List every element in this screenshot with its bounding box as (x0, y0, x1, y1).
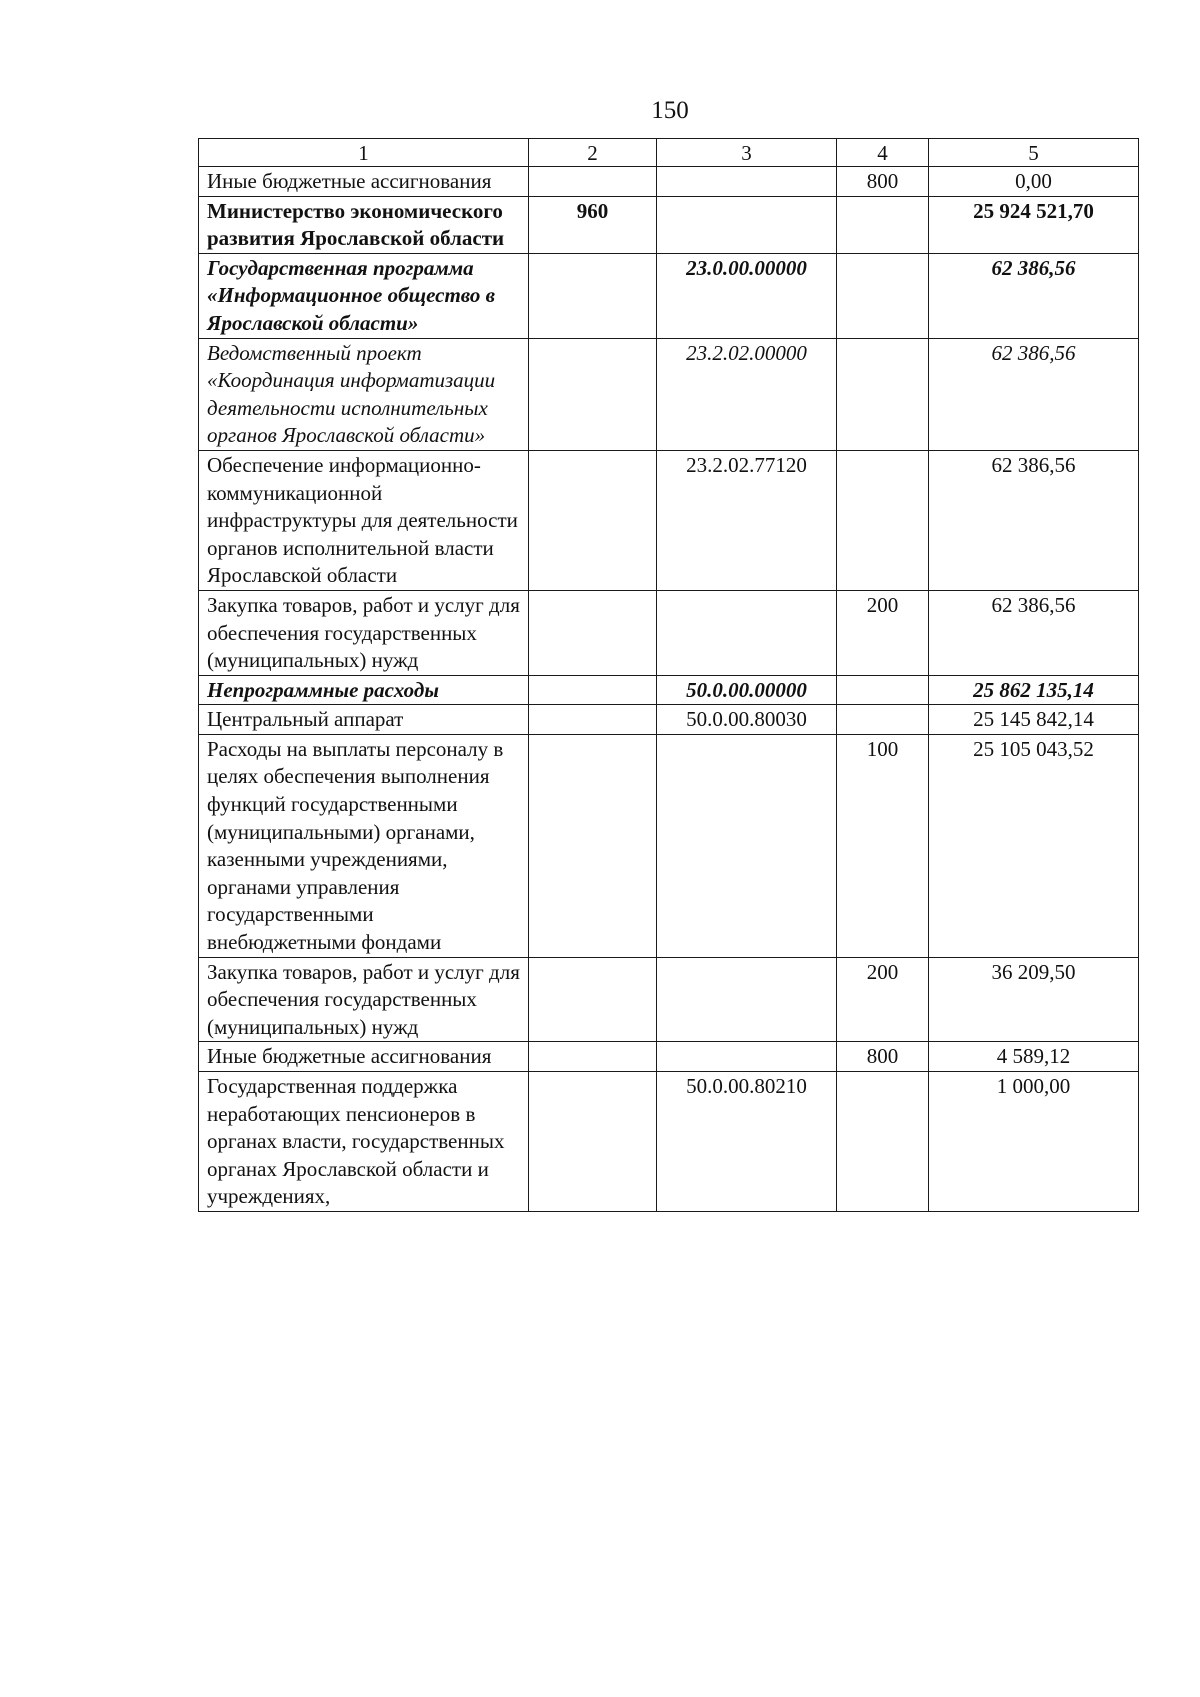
table-row (199, 196, 1139, 253)
amount-cell: 25 105 043,52 (929, 734, 1139, 957)
row-name-cell: Ведомственный проект «Координация информатизации деятельности исполнительных органов Ярославской области» (199, 338, 529, 450)
chapter-code-cell (529, 705, 657, 735)
target-article-cell (657, 957, 837, 1042)
amount-cell: 62 386,56 (929, 590, 1139, 675)
chapter-code-cell (529, 590, 657, 675)
target-article-cell: 50.0.00.00000 (657, 675, 837, 705)
target-article-cell: 50.0.00.80210 (657, 1072, 837, 1212)
table-row (199, 734, 1139, 957)
amount-cell: 25 145 842,14 (929, 705, 1139, 735)
page-number: 150 (651, 97, 689, 124)
row-name-cell: Государственная программа «Информационное общество в Ярославской области» (199, 253, 529, 338)
chapter-code-cell (529, 734, 657, 957)
row-name-cell: Непрограммные расходы (199, 675, 529, 705)
column-number-row (199, 139, 1139, 167)
expense-type-cell (837, 705, 929, 735)
amount-cell: 25 862 135,14 (929, 675, 1139, 705)
row-name-cell: Государственная поддержка неработающих пенсионеров в органах власти, государственных органах Ярославской области и учреждениях, (199, 1072, 529, 1212)
amount-cell: 62 386,56 (929, 253, 1139, 338)
table-row (199, 957, 1139, 1042)
table-row (199, 450, 1139, 590)
chapter-code-cell (529, 338, 657, 450)
expense-type-cell: 800 (837, 1042, 929, 1072)
row-name-cell: Иные бюджетные ассигнования (199, 167, 529, 197)
amount-cell: 62 386,56 (929, 338, 1139, 450)
target-article-cell (657, 734, 837, 957)
chapter-code-cell (529, 675, 657, 705)
expense-type-cell: 200 (837, 590, 929, 675)
table-row (199, 1042, 1139, 1072)
target-article-cell (657, 1042, 837, 1072)
chapter-code-cell (529, 1042, 657, 1072)
target-article-cell (657, 196, 837, 253)
amount-cell: 0,00 (929, 167, 1139, 197)
expense-type-cell (837, 450, 929, 590)
table-row (199, 338, 1139, 450)
row-name-cell: Иные бюджетные ассигнования (199, 1042, 529, 1072)
target-article-cell: 50.0.00.80030 (657, 705, 837, 735)
row-name-cell: Закупка товаров, работ и услуг для обеспечения государственных (муниципальных) нужд (199, 957, 529, 1042)
row-name-cell: Министерство экономического развития Ярославской области (199, 196, 529, 253)
column-number: 1 (199, 139, 529, 167)
chapter-code-cell: 960 (529, 196, 657, 253)
target-article-cell: 23.2.02.77120 (657, 450, 837, 590)
budget-table (198, 138, 1139, 1212)
table-row (199, 167, 1139, 197)
amount-cell: 25 924 521,70 (929, 196, 1139, 253)
expense-type-cell: 200 (837, 957, 929, 1042)
chapter-code-cell (529, 450, 657, 590)
column-number: 2 (529, 139, 657, 167)
expense-type-cell (837, 675, 929, 705)
table-row (199, 590, 1139, 675)
amount-cell: 62 386,56 (929, 450, 1139, 590)
column-number: 3 (657, 139, 837, 167)
target-article-cell (657, 590, 837, 675)
table-row (199, 253, 1139, 338)
amount-cell: 1 000,00 (929, 1072, 1139, 1212)
amount-cell: 4 589,12 (929, 1042, 1139, 1072)
column-number: 4 (837, 139, 929, 167)
expense-type-cell: 100 (837, 734, 929, 957)
column-number: 5 (929, 139, 1139, 167)
chapter-code-cell (529, 957, 657, 1042)
chapter-code-cell (529, 167, 657, 197)
target-article-cell (657, 167, 837, 197)
row-name-cell: Расходы на выплаты персоналу в целях обеспечения выполнения функций государственными (муниципальными) органами, казенными учреждениями, органами управления государственными внебюджетными фондами (199, 734, 529, 957)
table-row (199, 705, 1139, 735)
expense-type-cell (837, 338, 929, 450)
target-article-cell: 23.2.02.00000 (657, 338, 837, 450)
expense-type-cell (837, 1072, 929, 1212)
table-row (199, 1072, 1139, 1212)
row-name-cell: Закупка товаров, работ и услуг для обеспечения государственных (муниципальных) нужд (199, 590, 529, 675)
target-article-cell: 23.0.00.00000 (657, 253, 837, 338)
chapter-code-cell (529, 253, 657, 338)
expense-type-cell: 800 (837, 167, 929, 197)
chapter-code-cell (529, 1072, 657, 1212)
expense-type-cell (837, 196, 929, 253)
amount-cell: 36 209,50 (929, 957, 1139, 1042)
expense-type-cell (837, 253, 929, 338)
row-name-cell: Обеспечение информационно-коммуникационной инфраструктуры для деятельности органов исполнительной власти Ярославской области (199, 450, 529, 590)
row-name-cell: Центральный аппарат (199, 705, 529, 735)
table-row (199, 675, 1139, 705)
